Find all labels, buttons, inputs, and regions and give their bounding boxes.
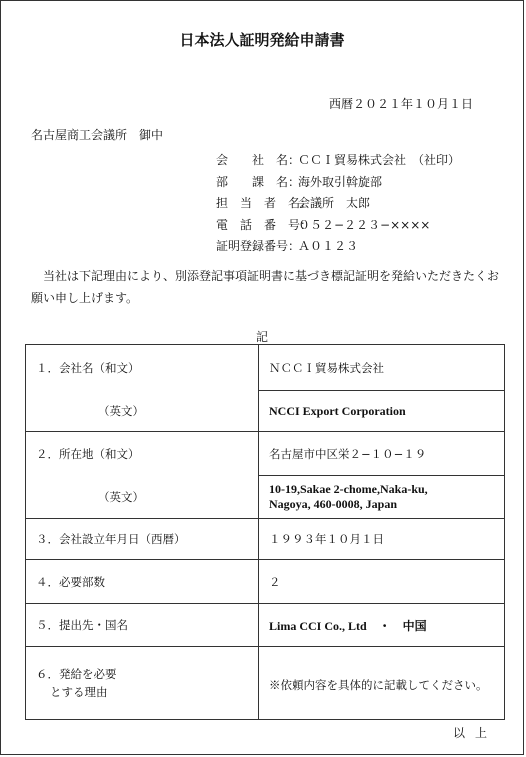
established-value: １９９３年１０月１日 (259, 519, 505, 560)
closing-ijou: 以上 (452, 726, 497, 740)
table-row (26, 604, 505, 647)
ki-heading: 記 (255, 330, 268, 344)
applicant-label: 担 当 者 名： (216, 196, 313, 210)
reason-label-line2: とする理由 (50, 685, 108, 699)
company-ja-label: １．会社名（和文） (26, 345, 259, 391)
request-statement: 当社は下記理由により、別添登記事項証明書に基づき標記証明を発給いただきたくお願い申し上げます。 (31, 269, 500, 305)
addressee: 名古屋商工会議所 御中 (31, 128, 164, 142)
applicant-phone-row (216, 216, 460, 238)
document-title: 日本法人証明発給申請書 (179, 31, 345, 49)
applicant-department-row (216, 173, 460, 195)
company-ja-value: ＮＣＣＩ貿易株式会社 (259, 345, 505, 391)
table-row (26, 391, 505, 432)
application-date: 西暦２０２１年１０月１日 (328, 97, 473, 111)
applicant-value: 海外取引斡旋部 (298, 174, 383, 189)
company-en-label: （英文） (26, 391, 259, 432)
table-row (26, 345, 505, 391)
table-row (26, 476, 505, 519)
applicant-registration-row (216, 237, 460, 259)
reason-value: ※依頼内容を具体的に記載してください。 (259, 647, 505, 720)
copies-label: ４．必要部数 (26, 560, 259, 604)
applicant-label: 会 社 名： (216, 153, 301, 167)
address-en-line1: 10-19,Sakae 2-chome,Naka-ku, (269, 482, 428, 496)
reason-label (26, 647, 259, 720)
established-label: ３．会社設立年月日（西暦） (26, 519, 259, 560)
table-row (26, 647, 505, 720)
submit-to-label: ５．提出先・国名 (26, 604, 259, 647)
table-row (26, 519, 505, 560)
address-en-value (259, 476, 505, 519)
table-row (26, 432, 505, 476)
applicant-block (216, 151, 460, 259)
applicant-value: 会議所 太郎 (298, 196, 371, 210)
applicant-label: 電 話 番 号： (216, 217, 313, 232)
reason-label-line1: ６．発給を必要 (36, 667, 117, 681)
applicant-label: 証明登録番号： (216, 239, 301, 253)
address-en-label: （英文） (26, 476, 259, 519)
applicant-company-row (216, 151, 460, 173)
address-ja-value: 名古屋市中区栄２−１０−１９ (259, 432, 505, 476)
copies-value: ２ (259, 560, 505, 604)
applicant-label: 部 課 名： (216, 174, 301, 189)
applicant-value: ＣＣＩ貿易株式会社 （社印） (298, 153, 461, 167)
address-ja-label: ２．所在地（和文） (26, 432, 259, 476)
submit-to-value: Lima CCI Co., Ltd ・ 中国 (259, 604, 505, 647)
address-en-line2: Nagoya, 460-0008, Japan (269, 497, 398, 511)
applicant-person-row (216, 194, 460, 216)
applicant-value: ０５２−２２３−×××× (298, 217, 431, 232)
table-row (26, 560, 505, 604)
details-table (25, 344, 505, 720)
company-en-value: NCCI Export Corporation (259, 391, 505, 432)
applicant-value: Ａ０１２３ (298, 239, 359, 253)
